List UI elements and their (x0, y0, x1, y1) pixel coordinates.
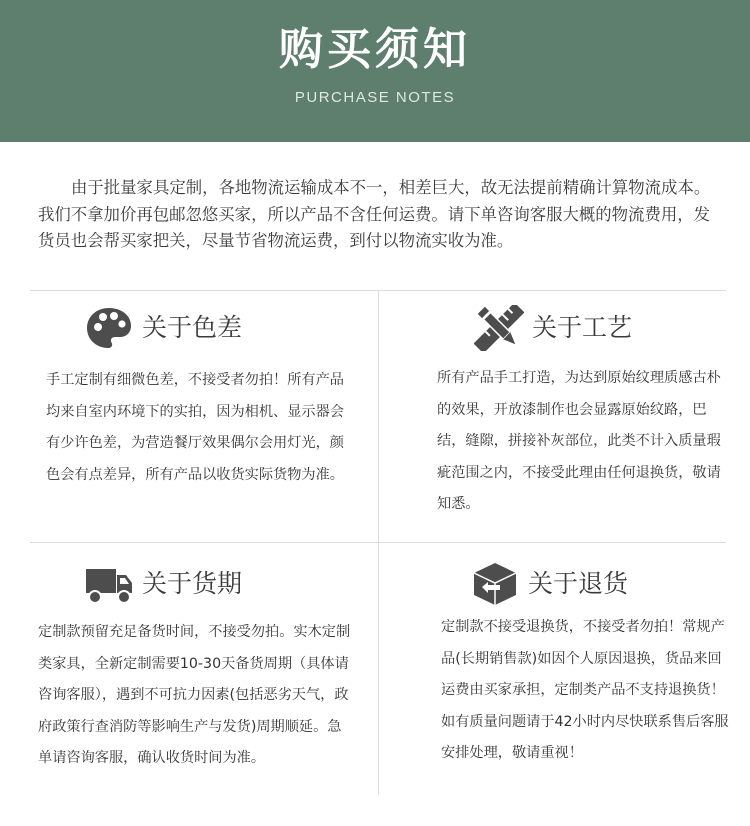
section-return-title: 关于退货 (528, 569, 629, 598)
section-craft-body: 所有产品手工打造，为达到原始纹理质感古朴的效果，开放漆制作也会显露原始纹路，巴结，缝隙，拼接补灰部位，此类不计入质量瑕疵范围之内，不接受此理由任何退换货，敬请知悉。 (437, 370, 721, 512)
page-title: 购买须知 (279, 24, 471, 75)
intro-paragraph: 由于批量家具定制，各地物流运输成本不一，相差巨大，故无法提前精确计算物流成本。我们不拿加价再包邮忽悠买家，所以产品不含任何运费。请下单咨询客服大概的物流费用，发货员也会帮买家把关，尽量节省物流运费，到付以物流实收为准。 (38, 178, 711, 250)
section-color-header (84, 302, 242, 354)
section-craft-header (474, 302, 632, 354)
palette-icon (84, 305, 134, 351)
section-color-body: 手工定制有细微色差，不接受者勿拍！所有产品均来自室内环境下的实拍，因为相机、显示器会有少许色差，为营造餐厅效果偶尔会用灯光，颜色会有点差异，所有产品以收货实际货物为准。 (46, 372, 344, 483)
section-delivery-header (84, 558, 242, 610)
header-banner (0, 0, 750, 142)
divider-vertical (378, 290, 379, 795)
return-box-icon (470, 561, 520, 607)
section-delivery-title: 关于货期 (142, 569, 243, 598)
pen-ruler-icon (474, 305, 524, 351)
section-craft-title: 关于工艺 (532, 313, 633, 342)
section-color-title: 关于色差 (142, 313, 243, 342)
section-return-body: 定制款不接受退换货，不接受者勿拍！常规产品(长期销售款)如因个人原因退换，货品来回运费由买家承担，定制类产品不支持退换货！如有质量问题请于42小时内尽快联系售后客服安排处理，敬请重视！ (441, 619, 729, 761)
page-subtitle: PURCHASE NOTES (294, 89, 456, 106)
truck-icon (84, 561, 134, 607)
section-return-header (470, 558, 628, 610)
section-delivery-body: 定制款预留充足备货时间，不接受勿拍。实木定制类家具，全新定制需要10-30天备货周期（具体请咨询客服），遇到不可抗力因素(包括恶劣天气，政府政策行查消防等影响生产与发货)周期顺延。急单请咨询客服，确认收货时间为准。 (38, 624, 351, 766)
